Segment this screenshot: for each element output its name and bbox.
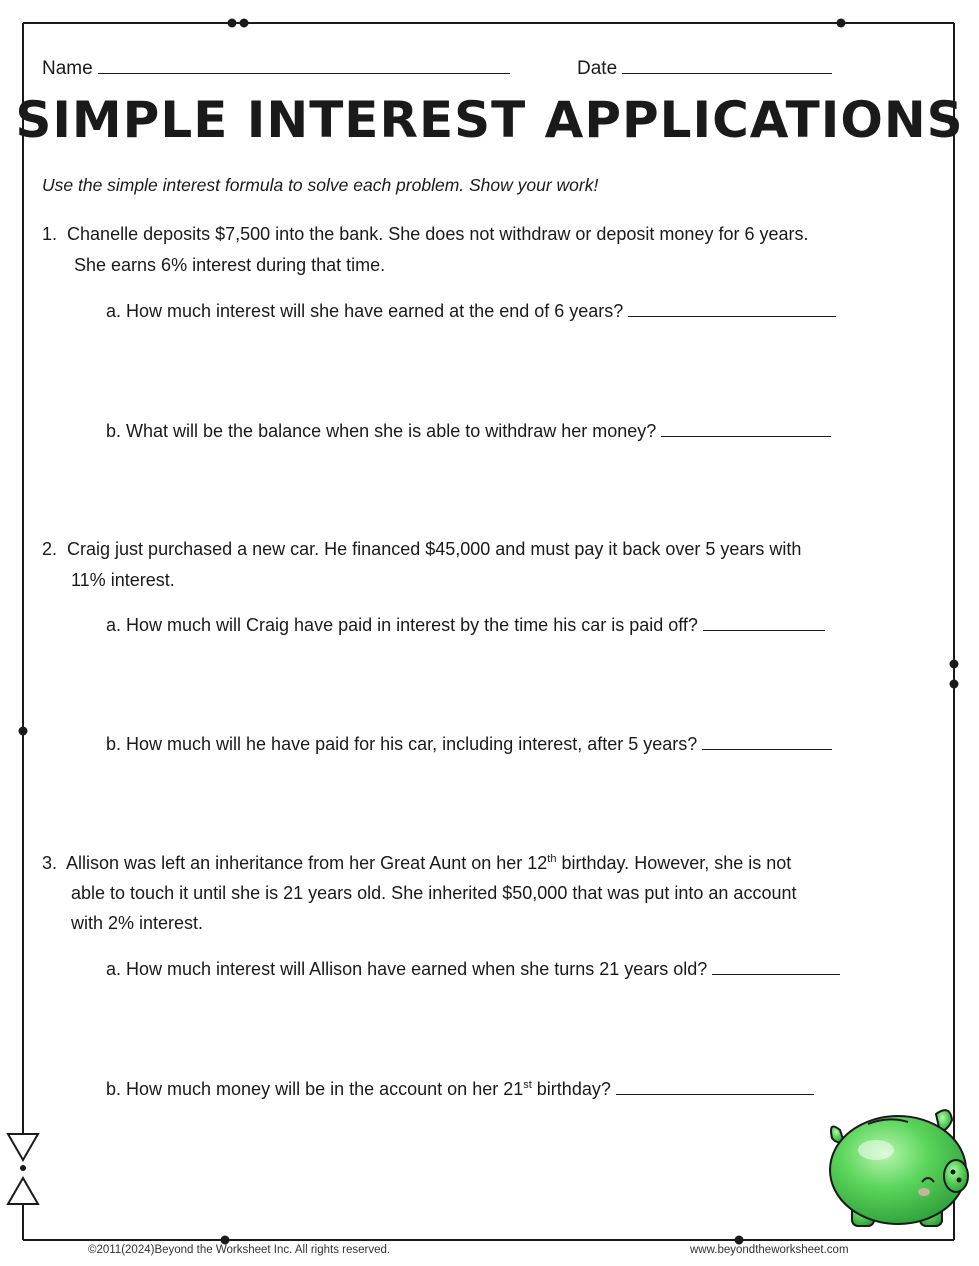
problem-2-text-1: Craig just purchased a new car. He financed $45,000 and must pay it back over 5 years with xyxy=(67,539,802,559)
problem-3b xyxy=(106,1078,814,1100)
answer-1a-blank[interactable] xyxy=(628,300,836,317)
problem-2b xyxy=(106,733,832,755)
problem-1-line-1 xyxy=(42,224,809,245)
down-triangle-icon xyxy=(8,1134,38,1160)
problem-3a-text: a. How much interest will Allison have earned when she turns 21 years old? xyxy=(106,959,708,979)
up-triangle-icon xyxy=(8,1178,38,1204)
problem-3-ordinal: th xyxy=(547,853,557,865)
instructions: Use the simple interest formula to solve each problem. Show your work! xyxy=(42,175,599,195)
problem-3b-text-a: b. How much money will be in the account on her 21 xyxy=(106,1079,524,1099)
problem-2-number: 2. xyxy=(42,539,58,559)
name-field[interactable] xyxy=(42,57,510,80)
problem-2-line-1 xyxy=(42,539,801,560)
answer-1b-blank[interactable] xyxy=(661,420,831,437)
problem-3-text-2: able to touch it until she is 21 years old. She inherited $50,000 that was put into an account xyxy=(71,883,797,903)
answer-2a-blank[interactable] xyxy=(703,614,825,631)
date-blank[interactable] xyxy=(622,57,832,74)
page-title: SIMPLE INTEREST APPLICATIONS xyxy=(15,91,964,149)
date-field[interactable] xyxy=(577,57,832,80)
date-label: Date xyxy=(577,58,618,79)
problem-1-text-2: She earns 6% interest during that time. xyxy=(74,255,386,275)
problem-3-number: 3. xyxy=(42,853,58,873)
problem-3-text-1b: birthday. However, she is not xyxy=(556,853,792,873)
problem-1b-text: b. What will be the balance when she is able to withdraw her money? xyxy=(106,421,657,441)
problem-3b-ordinal: st xyxy=(523,1079,532,1091)
problem-2a-text: a. How much will Craig have paid in interest by the time his car is paid off? xyxy=(106,615,698,635)
problem-1b xyxy=(106,420,831,442)
footer-copyright: ©2011(2024)Beyond the Worksheet Inc. All rights reserved. xyxy=(88,1244,391,1256)
footer-website[interactable]: www.beyondtheworksheet.com xyxy=(690,1244,849,1256)
problem-3-text-1a: Allison was left an inheritance from her Great Aunt on her 12 xyxy=(66,853,548,873)
problem-1-text-1: Chanelle deposits $7,500 into the bank. She does not withdraw or deposit money for 6 years. xyxy=(67,224,809,244)
problem-3-text-3: with 2% interest. xyxy=(71,913,204,933)
answer-3b-blank[interactable] xyxy=(616,1078,814,1095)
problem-3b-text-b: birthday? xyxy=(531,1079,611,1099)
problem-1a xyxy=(106,300,836,322)
problem-3-line-1 xyxy=(42,853,791,874)
problem-1a-text: a. How much interest will she have earned at the end of 6 years? xyxy=(106,301,624,321)
problem-3a xyxy=(106,958,840,980)
problem-2-text-2: 11% interest. xyxy=(71,570,175,590)
name-blank[interactable] xyxy=(98,57,510,74)
answer-2b-blank[interactable] xyxy=(702,733,832,750)
answer-3a-blank[interactable] xyxy=(712,958,840,975)
problem-1-number: 1. xyxy=(42,224,58,244)
problem-2a xyxy=(106,614,825,636)
piggy-bank-icon xyxy=(818,1102,976,1234)
problem-2b-text: b. How much will he have paid for his car, including interest, after 5 years? xyxy=(106,734,698,754)
name-label: Name xyxy=(42,58,93,79)
